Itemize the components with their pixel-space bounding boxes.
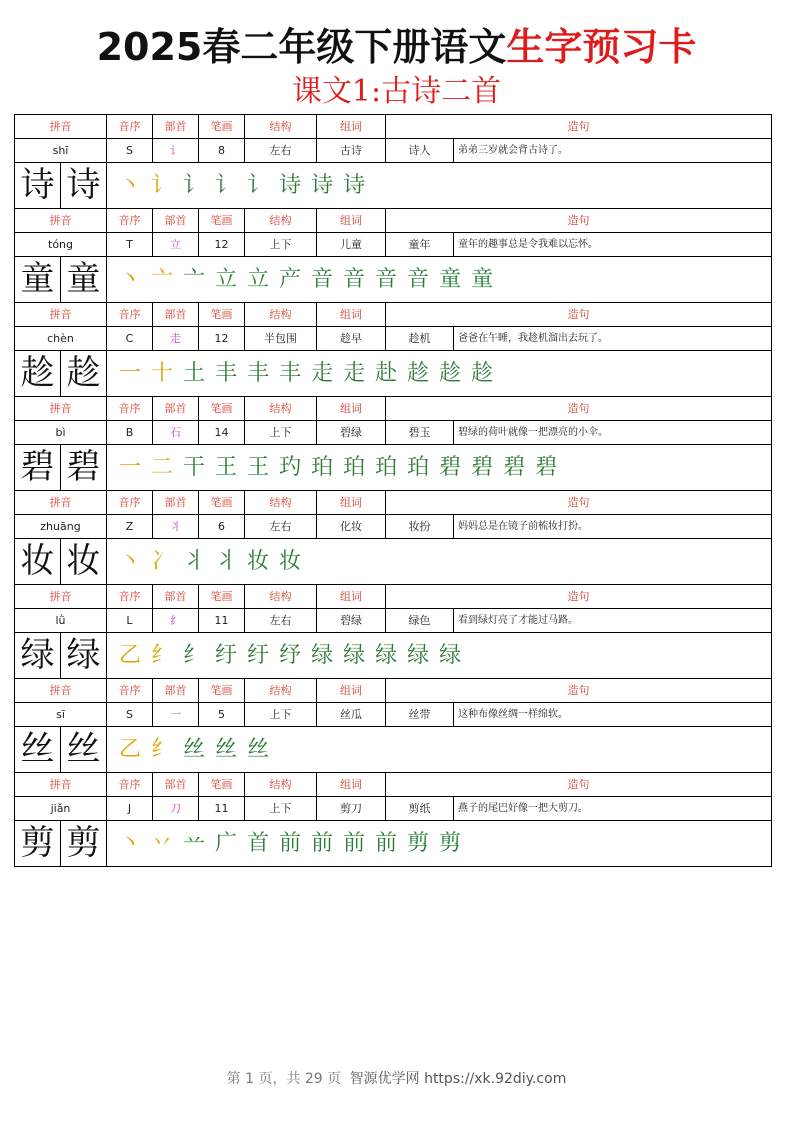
data-row — [15, 797, 771, 821]
cell-order: C — [107, 327, 153, 350]
cell-sentence: 妈妈总是在镜子前梳妆打扮。 — [458, 521, 588, 532]
stroke-step: 土 — [183, 361, 212, 386]
header-sentence: 造句 — [567, 684, 590, 697]
cell-order: S — [107, 703, 153, 726]
header-words: 组词 — [317, 397, 386, 420]
stroke-order-sequence — [107, 539, 771, 584]
character-practice: 碧 — [61, 445, 107, 490]
stroke-step: 趁 — [407, 361, 436, 386]
header-strokes: 笔画 — [199, 491, 245, 514]
stroke-step: 碧 — [471, 455, 500, 480]
header-row — [15, 115, 771, 139]
stroke-step: 丝 — [183, 737, 212, 762]
stroke-step: 音 — [375, 267, 404, 292]
stroke-step: 走 — [311, 361, 340, 386]
stroke-step: 珀 — [343, 455, 372, 480]
cell-radical: 石 — [153, 421, 199, 444]
stroke-step: 丶 — [119, 549, 148, 574]
stroke-step: 趁 — [471, 361, 500, 386]
character-entry — [15, 491, 771, 585]
cell-pinyin: bì — [15, 421, 107, 444]
header-radical: 部首 — [153, 491, 199, 514]
stroke-step: 童 — [471, 267, 500, 292]
stroke-step: 前 — [279, 831, 308, 856]
stroke-step: 诗 — [343, 173, 372, 198]
header-sentence: 造句 — [567, 778, 590, 791]
header-pinyin: 拼音 — [15, 585, 107, 608]
character-row — [15, 539, 771, 584]
stroke-order-sequence — [107, 351, 771, 396]
character-row — [15, 727, 771, 772]
header-radical: 部首 — [153, 397, 199, 420]
header-pinyin: 拼音 — [15, 491, 107, 514]
stroke-step: 碧 — [439, 455, 468, 480]
header-structure: 结构 — [245, 397, 317, 420]
header-sentence: 造句 — [567, 214, 590, 227]
header-strokes: 笔画 — [199, 585, 245, 608]
stroke-step: 音 — [343, 267, 372, 292]
stroke-step: 丬 — [215, 549, 244, 574]
stroke-step: 音 — [407, 267, 436, 292]
cell-sentence: 燕子的尾巴好像一把大剪刀。 — [458, 803, 588, 814]
stroke-step: 绿 — [343, 643, 372, 668]
stroke-step: 丷 — [151, 831, 180, 856]
stroke-step: 丝 — [215, 737, 244, 762]
character-practice: 童 — [61, 257, 107, 302]
header-row — [15, 491, 771, 515]
cell-word1: 剪刀 — [317, 797, 386, 820]
cell-pinyin: sī — [15, 703, 107, 726]
header-sentence: 造句 — [567, 590, 590, 603]
character-entry — [15, 679, 771, 773]
header-sentence: 造句 — [567, 402, 590, 415]
cell-radical: 丬 — [153, 515, 199, 538]
header-structure: 结构 — [245, 679, 317, 702]
header-strokes: 笔画 — [199, 679, 245, 702]
stroke-step: 产 — [279, 267, 308, 292]
cell-word2: 绿色 — [386, 609, 454, 632]
stroke-step: 一 — [119, 455, 148, 480]
cell-structure: 左右 — [245, 515, 317, 538]
header-order: 音序 — [107, 491, 153, 514]
stroke-step: 丶 — [119, 173, 148, 198]
cell-word2: 妆扮 — [386, 515, 454, 538]
stroke-step: 纟 — [151, 643, 180, 668]
cell-word2: 趁机 — [386, 327, 454, 350]
character-row — [15, 351, 771, 396]
header-row — [15, 209, 771, 233]
cell-structure: 上下 — [245, 421, 317, 444]
header-order: 音序 — [107, 397, 153, 420]
header-order: 音序 — [107, 209, 153, 232]
stroke-step: 丝 — [247, 737, 276, 762]
cell-word2: 丝带 — [386, 703, 454, 726]
header-structure: 结构 — [245, 491, 317, 514]
character-entry — [15, 303, 771, 397]
header-structure: 结构 — [245, 773, 317, 796]
header-order: 音序 — [107, 585, 153, 608]
data-row — [15, 609, 771, 633]
stroke-step: 走 — [343, 361, 372, 386]
cell-strokes: 14 — [199, 421, 245, 444]
header-words: 组词 — [317, 585, 386, 608]
header-pinyin: 拼音 — [15, 209, 107, 232]
stroke-step: 丰 — [215, 361, 244, 386]
stroke-step: 赴 — [375, 361, 404, 386]
header-words: 组词 — [317, 773, 386, 796]
header-structure: 结构 — [245, 209, 317, 232]
stroke-step: 立 — [247, 267, 276, 292]
header-order: 音序 — [107, 303, 153, 326]
cell-order: J — [107, 797, 153, 820]
cell-pinyin: shī — [15, 139, 107, 162]
cell-structure: 左右 — [245, 139, 317, 162]
data-row — [15, 139, 771, 163]
cell-word2: 童年 — [386, 233, 454, 256]
stroke-order-sequence — [107, 257, 771, 302]
header-row — [15, 585, 771, 609]
header-strokes: 笔画 — [199, 397, 245, 420]
header-row — [15, 303, 771, 327]
cell-pinyin: jiǎn — [15, 797, 107, 820]
stroke-step: 前 — [375, 831, 404, 856]
cell-order: Z — [107, 515, 153, 538]
cell-word1: 碧绿 — [317, 421, 386, 444]
stroke-step: 广 — [215, 831, 244, 856]
stroke-step: 纟 — [183, 643, 212, 668]
character-row — [15, 821, 771, 866]
stroke-step: 诗 — [311, 173, 340, 198]
cell-word1: 碧绿 — [317, 609, 386, 632]
character-practice: 绿 — [61, 633, 107, 678]
stroke-step: 乙 — [119, 643, 148, 668]
stroke-step: 亠 — [151, 267, 180, 292]
header-sentence: 造句 — [567, 120, 590, 133]
character-row — [15, 633, 771, 678]
stroke-step: 绿 — [375, 643, 404, 668]
cell-pinyin: zhuāng — [15, 515, 107, 538]
header-row — [15, 679, 771, 703]
header-words: 组词 — [317, 209, 386, 232]
character-display: 剪 — [15, 821, 61, 866]
character-row — [15, 163, 771, 208]
cell-word1: 趁早 — [317, 327, 386, 350]
header-words: 组词 — [317, 679, 386, 702]
stroke-step: 丰 — [279, 361, 308, 386]
stroke-step: 丶 — [119, 267, 148, 292]
stroke-step: 讠 — [215, 173, 244, 198]
stroke-step: 趁 — [439, 361, 468, 386]
data-row — [15, 327, 771, 351]
stroke-step: 妆 — [247, 549, 276, 574]
title-highlight: 生字预习卡 — [506, 25, 697, 69]
header-pinyin: 拼音 — [15, 303, 107, 326]
character-practice: 趁 — [61, 351, 107, 396]
cell-order: L — [107, 609, 153, 632]
stroke-step: 前 — [343, 831, 372, 856]
stroke-step: 讠 — [183, 173, 212, 198]
header-words: 组词 — [317, 491, 386, 514]
character-display: 童 — [15, 257, 61, 302]
stroke-step: 玓 — [279, 455, 308, 480]
character-entry — [15, 115, 771, 209]
stroke-step: 十 — [151, 361, 180, 386]
character-practice: 丝 — [61, 727, 107, 772]
cell-sentence: 童年的趣事总是令我难以忘怀。 — [458, 239, 598, 250]
header-structure: 结构 — [245, 585, 317, 608]
stroke-step: 王 — [215, 455, 244, 480]
cell-sentence: 弟弟三岁就会背古诗了。 — [458, 145, 568, 156]
cell-pinyin: tóng — [15, 233, 107, 256]
character-entry — [15, 209, 771, 303]
stroke-step: 纡 — [247, 643, 276, 668]
header-pinyin: 拼音 — [15, 773, 107, 796]
character-preview-table — [14, 114, 772, 867]
cell-strokes: 6 — [199, 515, 245, 538]
stroke-step: 碧 — [503, 455, 532, 480]
cell-strokes: 5 — [199, 703, 245, 726]
header-order: 音序 — [107, 115, 153, 138]
cell-radical: 一 — [153, 703, 199, 726]
stroke-step: 丬 — [183, 549, 212, 574]
stroke-step: 首 — [247, 831, 276, 856]
cell-word2: 碧玉 — [386, 421, 454, 444]
header-words: 组词 — [317, 115, 386, 138]
character-entry — [15, 773, 771, 866]
stroke-step: 一 — [119, 361, 148, 386]
header-strokes: 笔画 — [199, 209, 245, 232]
character-display: 碧 — [15, 445, 61, 490]
header-radical: 部首 — [153, 585, 199, 608]
header-row — [15, 397, 771, 421]
character-display: 诗 — [15, 163, 61, 208]
stroke-step: 纡 — [215, 643, 244, 668]
data-row — [15, 233, 771, 257]
stroke-step: 乙 — [119, 737, 148, 762]
character-display: 丝 — [15, 727, 61, 772]
cell-radical: 刀 — [153, 797, 199, 820]
stroke-step: 绿 — [439, 643, 468, 668]
cell-word2: 剪纸 — [386, 797, 454, 820]
stroke-step: 碧 — [535, 455, 564, 480]
header-words: 组词 — [317, 303, 386, 326]
cell-word1: 儿童 — [317, 233, 386, 256]
stroke-step: 音 — [311, 267, 340, 292]
stroke-step: 王 — [247, 455, 276, 480]
cell-strokes: 8 — [199, 139, 245, 162]
header-strokes: 笔画 — [199, 115, 245, 138]
stroke-step: 童 — [439, 267, 468, 292]
stroke-step: 纾 — [279, 643, 308, 668]
cell-radical: 立 — [153, 233, 199, 256]
cell-sentence: 这种布像丝绸一样绵软。 — [458, 709, 568, 720]
cell-strokes: 11 — [199, 797, 245, 820]
page-number: 第 1 页，共 29 页 — [226, 1071, 342, 1087]
stroke-step: 丰 — [247, 361, 276, 386]
stroke-step: 干 — [183, 455, 212, 480]
stroke-step: 诗 — [279, 173, 308, 198]
cell-sentence: 看到绿灯亮了才能过马路。 — [458, 615, 578, 626]
stroke-step: 剪 — [439, 831, 468, 856]
cell-order: B — [107, 421, 153, 444]
cell-radical: 讠 — [153, 139, 199, 162]
stroke-step: 亠 — [183, 267, 212, 292]
stroke-step: 讠 — [247, 173, 276, 198]
header-sentence: 造句 — [567, 308, 590, 321]
header-pinyin: 拼音 — [15, 679, 107, 702]
header-radical: 部首 — [153, 209, 199, 232]
lesson-subtitle: 课文1:古诗二首 — [291, 74, 502, 109]
stroke-order-sequence — [107, 163, 771, 208]
header-radical: 部首 — [153, 679, 199, 702]
stroke-step: 丶 — [119, 831, 148, 856]
header-structure: 结构 — [245, 303, 317, 326]
cell-radical: 走 — [153, 327, 199, 350]
cell-structure: 上下 — [245, 797, 317, 820]
character-row — [15, 445, 771, 490]
cell-order: S — [107, 139, 153, 162]
header-structure: 结构 — [245, 115, 317, 138]
stroke-step: 绿 — [311, 643, 340, 668]
stroke-step: 立 — [215, 267, 244, 292]
character-display: 妆 — [15, 539, 61, 584]
header-pinyin: 拼音 — [15, 397, 107, 420]
stroke-order-sequence — [107, 445, 771, 490]
cell-structure: 半包围 — [245, 327, 317, 350]
stroke-step: 䒑 — [183, 831, 212, 856]
watermark: 智源优学网 https://xk.92diy.com — [349, 1071, 567, 1087]
stroke-order-sequence — [107, 821, 771, 866]
stroke-step: 绿 — [407, 643, 436, 668]
cell-radical: 纟 — [153, 609, 199, 632]
cell-strokes: 12 — [199, 327, 245, 350]
cell-sentence: 爸爸在午睡，我趁机溜出去玩了。 — [458, 333, 608, 344]
cell-structure: 上下 — [245, 703, 317, 726]
stroke-step: 纟 — [151, 737, 180, 762]
cell-strokes: 12 — [199, 233, 245, 256]
cell-strokes: 11 — [199, 609, 245, 632]
cell-word1: 丝瓜 — [317, 703, 386, 726]
header-radical: 部首 — [153, 303, 199, 326]
header-strokes: 笔画 — [199, 773, 245, 796]
page-footer — [0, 1068, 793, 1088]
character-row — [15, 257, 771, 302]
cell-word2: 诗人 — [386, 139, 454, 162]
character-practice: 剪 — [61, 821, 107, 866]
stroke-step: 讠 — [151, 173, 180, 198]
data-row — [15, 421, 771, 445]
data-row — [15, 515, 771, 539]
stroke-order-sequence — [107, 633, 771, 678]
character-entry — [15, 585, 771, 679]
header-pinyin: 拼音 — [15, 115, 107, 138]
header-sentence: 造句 — [567, 496, 590, 509]
character-practice: 妆 — [61, 539, 107, 584]
cell-word1: 化妆 — [317, 515, 386, 538]
stroke-step: 前 — [311, 831, 340, 856]
stroke-step: 剪 — [407, 831, 436, 856]
header-order: 音序 — [107, 773, 153, 796]
cell-pinyin: chèn — [15, 327, 107, 350]
cell-pinyin: lǜ — [15, 609, 107, 632]
stroke-step: 珀 — [375, 455, 404, 480]
stroke-order-sequence — [107, 727, 771, 772]
stroke-step: 二 — [151, 455, 180, 480]
cell-word1: 古诗 — [317, 139, 386, 162]
cell-order: T — [107, 233, 153, 256]
character-practice: 诗 — [61, 163, 107, 208]
header-radical: 部首 — [153, 115, 199, 138]
header-order: 音序 — [107, 679, 153, 702]
header-strokes: 笔画 — [199, 303, 245, 326]
cell-structure: 左右 — [245, 609, 317, 632]
cell-structure: 上下 — [245, 233, 317, 256]
stroke-step: 妆 — [279, 549, 308, 574]
header-row — [15, 773, 771, 797]
page-title — [0, 24, 793, 70]
header-radical: 部首 — [153, 773, 199, 796]
stroke-step: 冫 — [151, 549, 180, 574]
title-main: 2025春二年级下册语文 — [96, 25, 507, 69]
character-display: 绿 — [15, 633, 61, 678]
stroke-step: 珀 — [407, 455, 436, 480]
character-display: 趁 — [15, 351, 61, 396]
data-row — [15, 703, 771, 727]
character-entry — [15, 397, 771, 491]
stroke-step: 珀 — [311, 455, 340, 480]
cell-sentence: 碧绿的荷叶就像一把漂亮的小伞。 — [458, 427, 608, 438]
